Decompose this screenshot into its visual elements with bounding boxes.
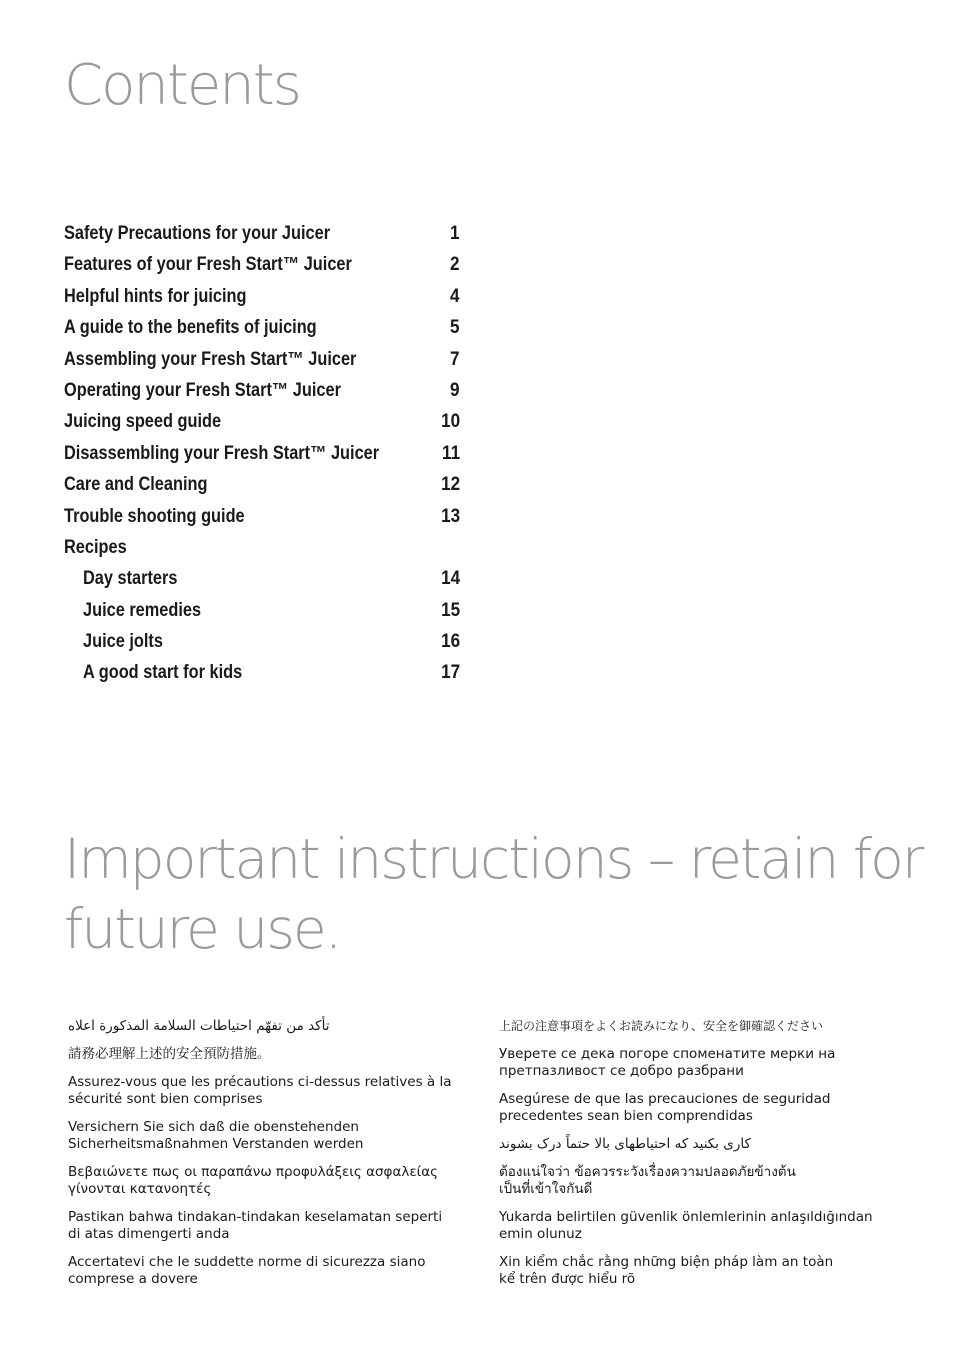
safety-note: 請務必理解上述的安全預防措施。: [68, 1046, 271, 1062]
safety-note: تأكد من تفهّم احتياطات السلامة المذكورة اعلاه: [68, 1018, 330, 1034]
toc-entry-label: Juicing speed guide: [64, 411, 222, 433]
safety-note: Уверете се дека погоре споменатите мерки на претпазливост се добро разбрани: [499, 1046, 836, 1079]
toc-entry: [64, 563, 464, 594]
toc-entry: [64, 406, 464, 437]
toc-entry: [64, 626, 464, 657]
toc-entry-page: 13: [440, 505, 460, 527]
contents-title: Contents: [64, 53, 300, 118]
toc-entry: [64, 469, 464, 500]
toc-entry-label: Trouble shooting guide: [64, 505, 245, 527]
safety-note: 上記の注意事項をよくお読みになり、安全を御確認ください: [499, 1019, 824, 1033]
toc-entry-page: 16: [440, 631, 460, 653]
toc-entry-label: Care and Cleaning: [64, 474, 208, 496]
toc-entry-label: Helpful hints for juicing: [64, 285, 247, 307]
toc-entry-page: 2: [450, 254, 460, 276]
toc-entry-page: 11: [441, 442, 460, 464]
toc-entry-label: Juice jolts: [83, 631, 163, 653]
safety-notes-right-column: [499, 1018, 879, 1299]
toc-entry-page: 14: [440, 568, 460, 590]
toc-entry: [64, 657, 464, 688]
safety-note: ต้องแน่ใจว่า ข้อควรระวังเรื่องความปลอดภัยข้างต้น เป็นที่เข้าใจกันดี: [499, 1164, 796, 1197]
safety-note: Versichern Sie sich daß die obenstehenden Sicherheitsmaßnahmen Verstanden werden: [68, 1119, 364, 1152]
toc-entry-label: Assembling your Fresh Start™ Juicer: [64, 348, 357, 370]
toc-entry-page: 7: [450, 348, 460, 370]
toc-entry-page: 12: [440, 474, 460, 496]
toc-entry: [64, 344, 464, 375]
safety-note: Assurez-vous que les précautions ci-dessus relatives à la sécurité sont bien comprises: [68, 1074, 452, 1107]
toc-entry: [64, 501, 464, 532]
toc-entry-label: A good start for kids: [83, 662, 243, 684]
toc-entry-label: Disassembling your Fresh Start™ Juicer: [64, 442, 380, 464]
safety-note: Pastikan bahwa tindakan-tindakan keselamatan seperti di atas dimengerti anda: [68, 1209, 443, 1242]
toc-entry-page: 4: [450, 285, 460, 307]
toc-entry-page: 1: [450, 223, 460, 244]
toc-entry: [64, 218, 464, 249]
toc-entry-page: 9: [450, 379, 460, 401]
toc-entry: [64, 595, 464, 626]
toc-entry-page: 5: [450, 317, 460, 339]
toc-entry-page: 15: [440, 599, 460, 621]
toc-entry: [64, 281, 464, 312]
safety-note: کاری بکنید که احتیاطهای بالا حتماً درک بشوند: [499, 1136, 751, 1152]
toc-entry: [64, 438, 464, 469]
safety-note: Xin kiểm chắc rằng những biện pháp làm an toàn kể trên được hiểu rõ: [499, 1254, 834, 1287]
toc-entry-label: Operating your Fresh Start™ Juicer: [64, 379, 341, 401]
toc-entry: [64, 249, 464, 280]
toc-entry-label: A guide to the benefits of juicing: [64, 317, 317, 339]
important-instructions-title: Important instructions – retain for future use.: [64, 827, 923, 961]
toc-entry: [64, 532, 464, 563]
safety-note: Βεβαιώνετε πως οι παραπάνω προφυλάξεις ασφαλείας γίνονται κατανοητές: [68, 1164, 439, 1197]
safety-note: Yukarda belirtilen güvenlik önlemlerinin anlaşıldığından emin olunuz: [499, 1209, 873, 1242]
toc-entry-label: Recipes: [64, 536, 127, 558]
toc-entry-label: Features of your Fresh Start™ Juicer: [64, 254, 352, 276]
table-of-contents: [64, 218, 464, 689]
toc-entry-page: 10: [440, 411, 460, 433]
safety-note: Asegúrese de que las precauciones de seguridad precedentes sean bien comprendidas: [499, 1091, 831, 1124]
toc-entry-label: Juice remedies: [83, 599, 202, 621]
safety-notes-left-column: [68, 1018, 458, 1299]
toc-entry: [64, 375, 464, 406]
safety-note: Accertatevi che le suddette norme di sicurezza siano comprese a dovere: [68, 1254, 426, 1287]
toc-entry-label: Safety Precautions for your Juicer: [64, 223, 331, 244]
toc-entry-label: Day starters: [83, 568, 178, 590]
toc-entry: [64, 312, 464, 343]
toc-entry-page: 17: [440, 662, 460, 684]
